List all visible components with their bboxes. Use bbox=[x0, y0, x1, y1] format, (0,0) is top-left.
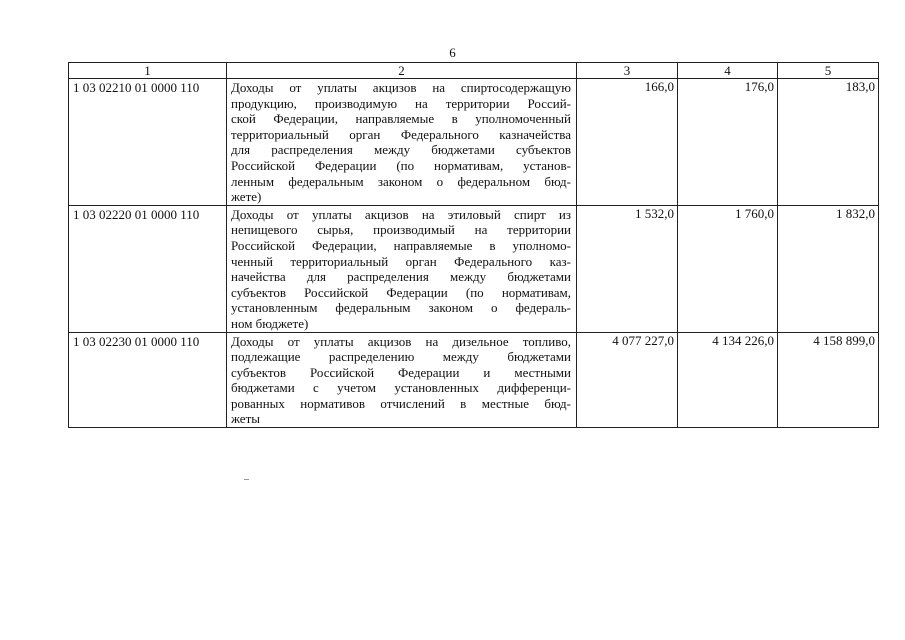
table-row bbox=[69, 205, 879, 332]
description-line: начейства для распределения между бюджетами bbox=[231, 269, 571, 285]
description-cell bbox=[227, 205, 577, 332]
description-line: Российской Федерации, направляемые в уполномо- bbox=[231, 237, 571, 253]
description-line: Доходы от уплаты акцизов на дизельное топливо, bbox=[231, 333, 571, 349]
revenue-table bbox=[68, 62, 879, 428]
column-header-1: 1 bbox=[69, 63, 227, 79]
description-cell bbox=[227, 79, 577, 206]
value-cell-col5: 183,0 bbox=[778, 79, 879, 206]
description-line: субъектов Российской Федерации и местными bbox=[231, 364, 571, 380]
description-line: продукцию, производимую на территории Россий- bbox=[231, 95, 571, 111]
description-line: Российской Федерации (по нормативам, установ- bbox=[231, 157, 571, 173]
value-cell-col3: 4 077 227,0 bbox=[577, 332, 678, 428]
table-row bbox=[69, 79, 879, 206]
description-line: территориальный орган Федерального казначейства bbox=[231, 126, 571, 142]
description-line: ченный территориальный орган Федерального каз- bbox=[231, 253, 571, 269]
description-cell bbox=[227, 332, 577, 428]
table-row bbox=[69, 332, 879, 428]
description-line: субъектов Российской Федерации (по нормативам, bbox=[231, 284, 571, 300]
description-line: установленным федеральным законом о федераль- bbox=[231, 300, 571, 316]
column-header-3: 3 bbox=[577, 63, 678, 79]
description-line: бюджетами с учетом установленных дифференци- bbox=[231, 380, 571, 396]
table-header-row bbox=[69, 63, 879, 79]
value-cell-col4: 1 760,0 bbox=[678, 205, 778, 332]
budget-code-cell: 1 03 02210 01 0000 110 bbox=[69, 79, 227, 206]
column-header-2: 2 bbox=[227, 63, 577, 79]
description-line: непищевого сырья, производимый на территории bbox=[231, 222, 571, 238]
description-line: для распределения между бюджетами субъектов bbox=[231, 142, 571, 158]
value-cell-col5: 1 832,0 bbox=[778, 205, 879, 332]
column-header-5: 5 bbox=[778, 63, 879, 79]
value-cell-col3: 166,0 bbox=[577, 79, 678, 206]
scan-speck bbox=[244, 479, 249, 480]
description-line: ном бюджете) bbox=[231, 315, 309, 331]
description-line: ленным федеральным законом о федеральном бюд- bbox=[231, 173, 571, 189]
description-line: подлежащие распределению между бюджетами bbox=[231, 349, 571, 365]
budget-code-cell: 1 03 02220 01 0000 110 bbox=[69, 205, 227, 332]
budget-code-cell: 1 03 02230 01 0000 110 bbox=[69, 332, 227, 428]
description-line: Доходы от уплаты акцизов на этиловый спирт из bbox=[231, 206, 571, 222]
column-header-4: 4 bbox=[678, 63, 778, 79]
value-cell-col4: 4 134 226,0 bbox=[678, 332, 778, 428]
page-number: 6 bbox=[449, 45, 456, 60]
description-line: ской Федерации, направляемые в уполномоченный bbox=[231, 111, 571, 127]
description-line: жете) bbox=[231, 189, 262, 205]
description-line: Доходы от уплаты акцизов на спиртосодержащую bbox=[231, 80, 571, 95]
value-cell-col4: 176,0 bbox=[678, 79, 778, 206]
description-line: рованных нормативов отчислений в местные бюд- bbox=[231, 395, 571, 411]
description-line: жеты bbox=[231, 411, 260, 427]
value-cell-col3: 1 532,0 bbox=[577, 205, 678, 332]
value-cell-col5: 4 158 899,0 bbox=[778, 332, 879, 428]
